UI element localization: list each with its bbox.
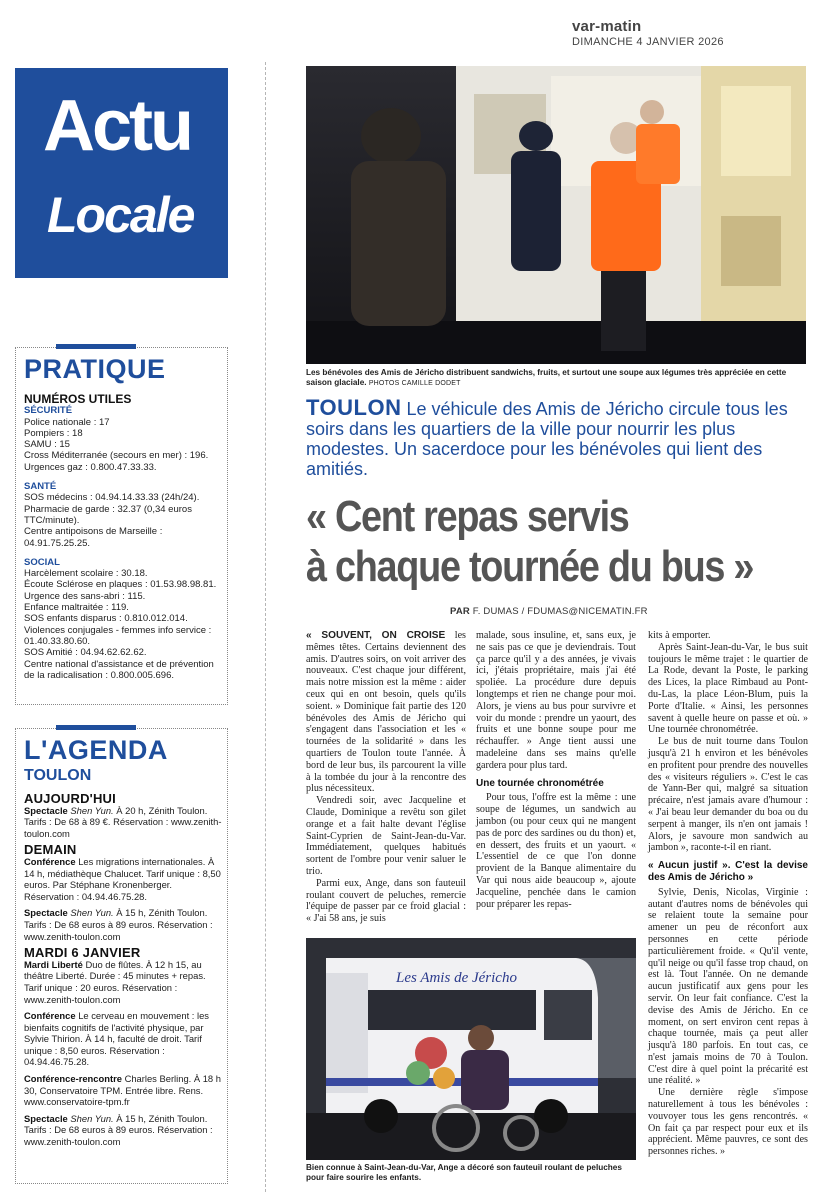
category-sante: SANTÉ <box>24 481 57 493</box>
paragraph: Vendredi soir, avec Jacqueline et Claude, Dominique a revêtu son gilet orange et a fait halte devant l'église Saint-Cyprien de Saint-Jean-du-Var. Immédiatement, quelques habitués sortent de l'ombre pour venir saluer le trio. <box>306 795 466 877</box>
volunteers-distributing-food-illustration <box>306 66 806 364</box>
pratique-box <box>15 347 228 705</box>
article-kicker: TOULON Le véhicule des Amis de Jéricho circule tous les soirs dans les quartiers de la ville pour nourrir les plus modestes. Un sacerdoce pour les bénévoles qui lient des amitiés. <box>306 395 788 479</box>
box-accent-bar <box>56 725 136 730</box>
category-social: SOCIAL <box>24 556 60 568</box>
main-photo <box>306 66 806 364</box>
agenda-event: Conférence Les migrations internationales. À 14 h, médiathèque Chalucet. Tarif unique : 8,50 euros. Par Stéphane Kronenberger. Réservation : 04.94.46.75.28. <box>24 855 221 902</box>
phone-line: Pompiers : 18 <box>24 427 83 439</box>
agenda-event: Spectacle Shen Yun. À 15 h, Zénith Toulon. Tarifs : De 68 euros à 89 euros. Réservation : www.zenith-toulon.com <box>24 907 213 942</box>
paragraph: Une dernière règle s'impose naturellement à tous les bénévoles : vouvoyer tous les gens rencontrés. « On fait ça par respect pour eux et ils apprécient. Même pauvres, ce sont des personnes riches. » <box>648 1087 808 1158</box>
byline: PAR F. DUMAS / FDUMAS@NICEMATIN.FR <box>450 606 648 617</box>
newspaper-brand: var-matin <box>572 18 642 35</box>
subheading: « Aucun justif ». C'est la devise des Amis de Jéricho » <box>648 860 808 883</box>
paragraph: Le bus de nuit tourne dans Toulon jusqu'à 21 h environ et les bénévoles en profitent pour prendre des nouvelles des « visiteurs réguliers ». C'est le cas de Yann-Ber qui, malgré sa situation précaire, n'est jamais avare d'humour : « J'ai beau leur demander du boa ou du serpent à manger, ils n'en ont jamais ! Alors, je savoure mon sandwich au jambon », raconte-t-il en riant. <box>648 736 808 854</box>
phone-line: Centre national d'assistance et de prévention de la radicalisation : 0.800.005.696. <box>24 658 214 681</box>
agenda-box <box>15 728 228 1184</box>
phone-line: Écoute Sclérose en plaques : 01.53.98.98.81. <box>24 579 217 591</box>
phone-line: Urgence des sans-abri : 115. <box>24 590 146 602</box>
agenda-event: Mardi Liberté Duo de flûtes. À 12 h 15, au théâtre Liberté. Durée : 45 minutes + repas. Tarif unique : 20 euros. Réservation : www.zenith-toulon.com <box>24 958 206 1005</box>
phone-line: SOS enfants disparus : 0.810.012.014. <box>24 613 188 625</box>
paragraph: Parmi eux, Ange, dans son fauteuil roulant couvert de peluches, remercie l'équipe de passer par ce froid glacial : « J'ai 58 ans, je suis <box>306 877 466 925</box>
phone-line: Violences conjugales - femmes info service : 01.40.33.80.60. <box>24 624 212 647</box>
phone-line: SAMU : 15 <box>24 439 70 451</box>
pratique-title: PRATIQUE <box>24 354 166 384</box>
agenda-day: DEMAIN <box>24 842 77 858</box>
phone-line: Enfance maltraitée : 119. <box>24 602 129 614</box>
main-photo-caption: Les bénévoles des Amis de Jéricho distribuent sandwichs, fruits, et surtout une soupe aux légumes très appréciée en cette saison glaciale. PHOTOS CAMILLE DODET <box>306 368 787 387</box>
agenda-event: Spectacle Shen Yun. À 15 h, Zénith Toulon. Tarifs : De 68 euros à 89 euros. Réservation : www.zenith-toulon.com <box>24 1112 213 1148</box>
pratique-heading: NUMÉROS UTILES <box>24 392 132 406</box>
phone-line: Police nationale : 17 <box>24 416 110 428</box>
box-accent-bar <box>56 344 136 349</box>
phone-line: Pharmacie de garde : 32.37 (0,34 euros TTC/minute). <box>24 503 192 526</box>
article-column-3 <box>648 630 808 1158</box>
agenda-event: Conférence Le cerveau en mouvement : les bienfaits cognitifs de l'activité physique, par Sylvie Thirion. À 14 h, faculté de droit. Tarif unique : 8,50 euros. Réservation : 04.94.46.75.28. <box>24 1010 209 1068</box>
section-banner <box>15 68 228 278</box>
secondary-photo <box>306 938 636 1160</box>
headline <box>306 492 754 592</box>
paragraph: malade, sous insuline, et, sans eux, je ne sais pas ce que je deviendrais. Tout ça parce qu'il y a des années, je vivais ici, j'étais propriétaire, mais j'ai été spoliée. La procédure dure depuis longtemps et rien ne change pour moi. Alors, je viens au bus pour survivre et voir du monde : prendre un yaourt, des fruits et une bonne soupe pour me réchauffer. » Ange tient aussi une madeleine dans ses mains qu'elle gardera pour plus tard. <box>476 630 636 771</box>
section-title-line1: Actu <box>43 86 191 166</box>
paragraph: Sylvie, Denis, Nicolas, Virginie : autant d'autres noms de bénévoles qui se relaient toute la semaine pour amener un peu de réconfort aux personnes en cette période particulièrement froide. « Qu'il vente, qu'il neige ou qu'il fasse trop chaud, on est là. Tout l'année. On ne demande aucun justificatif aux gens pour les servir. On leur fait confiance. C'est la devise des Amis de Jéricho. En ce moment, on sert environ cent repas à chaque tournée, mais ça peut aller jusqu'à 180 parfois. En tout cas, ce n'est jamais moins de 70 à Toulon. C'est dire à quel point la précarité est une réalité. » <box>648 886 808 1087</box>
masthead <box>572 18 812 48</box>
phone-line: Cross Méditerranée (secours en mer) : 196. <box>24 450 209 462</box>
agenda-day: MARDI 6 JANVIER <box>24 945 141 961</box>
pratique-content <box>24 392 224 681</box>
agenda-event: Conférence-rencontre Charles Berling. À 18 h 30, Conservatoire TPM. Entrée libre. Rens. www.conservatoire-tpm.fr <box>24 1073 221 1108</box>
phone-line: SOS médecins : 04.94.14.33.33 (24h/24). <box>24 492 200 504</box>
paragraph: kits à emporter. <box>648 630 711 641</box>
category-securite: SÉCURITÉ <box>24 405 73 417</box>
paragraph: « SOUVENT, ON CROISE les mêmes têtes. Certains deviennent des amis. D'autres soirs, on voit arriver des nouveaux. C'est chaque jour différent, mais notre mission est la même : aider ceux qui en ont besoin, quels qu'ils soient. » Dominique fait partie des 120 bénévoles des Amis de Jéricho qui s'engagent dans l'association et les « tournées de la solidarité » dans les quartiers de Toulon toute l'année. À bord de leur bus, ils parcourent la ville à la tombée du jour à la rencontre des plus nécessiteux. <box>306 630 466 795</box>
subheading: Une tournée chronométrée <box>476 777 604 789</box>
agenda-event: Spectacle Shen Yun. À 20 h, Zénith Toulon. Tarifs : De 68 à 89 €. Réservation : www.zenith-toulon.com <box>24 804 222 839</box>
phone-line: Centre antipoisons de Marseille : 04.91.75.25.25. <box>24 526 163 549</box>
phone-line: Harcèlement scolaire : 30.18. <box>24 568 148 580</box>
dateline-city: TOULON <box>306 395 402 420</box>
headline-line2: à chaque tournée du bus » <box>306 542 754 591</box>
bus-sign-text: Les Amis de Jéricho <box>396 970 517 986</box>
article-column-2 <box>476 630 636 910</box>
secondary-photo-caption: Bien connue à Saint-Jean-du-Var, Ange a décoré son fauteuil roulant de peluches pour faire sourire les enfants. <box>306 1163 622 1182</box>
agenda-content <box>24 793 224 1153</box>
agenda-city: TOULON <box>24 767 92 784</box>
article-column-1 <box>306 630 466 925</box>
photo-credit: PHOTOS CAMILLE DODET <box>368 380 461 387</box>
paragraph: Après Saint-Jean-du-Var, le bus suit toujours le même trajet : le quartier de La Rode, devant la Poste, le parking des Lices, la place Rimbaud au Pont-du-Las, la place Léon-Blum, puis la Porte d'Italie. « Ainsi, les personnes savent à quelle heure on passe et où. » Une tournée chronométrée. <box>648 641 808 736</box>
paragraph: Pour tous, l'offre est la même : une soupe de légumes, un sandwich au jambon (ou pour ceux qui ne mangent pas de porc des sardines ou du thon) et, en dessert, des fruits et un yaourt. « L'essentiel de ce que l'on donne provient de la Banque alimentaire du Var qui nous aide beaucoup », ajoute Jacqueline, penchée dans le camion pour préparer les repas- <box>476 792 636 910</box>
column-divider <box>265 62 266 1192</box>
phone-line: Urgences gaz : 0.800.47.33.33. <box>24 461 157 473</box>
phone-line: SOS Amitié : 04.94.62.62.62. <box>24 647 147 659</box>
agenda-day: AUJOURD'HUI <box>24 791 116 806</box>
bus-and-wheelchair-illustration <box>306 938 636 1160</box>
headline-line1: « Cent repas servis <box>306 492 629 541</box>
agenda-title: L'AGENDA <box>24 735 168 765</box>
section-title-line2: Locale <box>47 187 194 243</box>
issue-date: DIMANCHE 4 JANVIER 2026 <box>572 36 724 48</box>
